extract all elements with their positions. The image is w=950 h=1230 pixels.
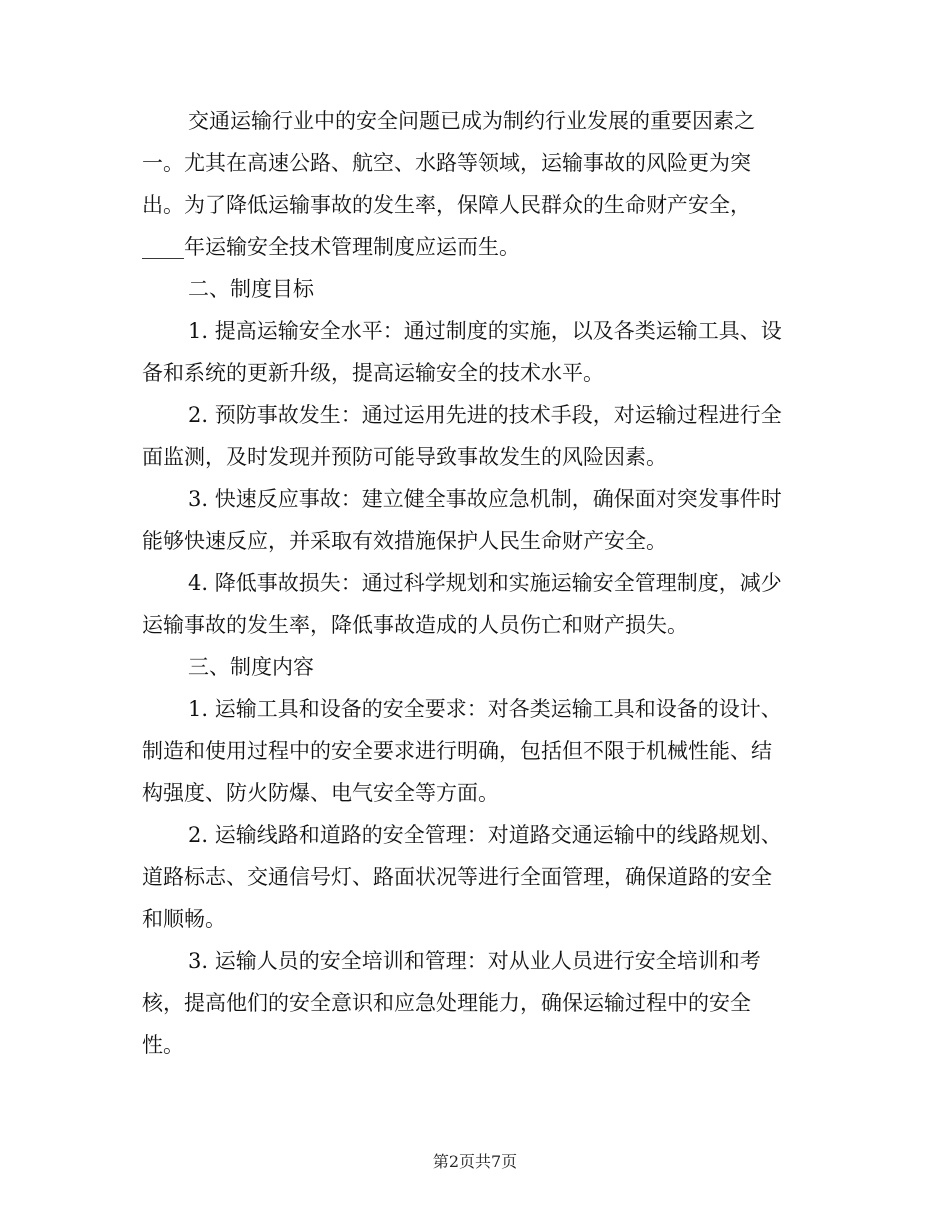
goal-item-2 bbox=[142, 394, 812, 478]
text-line: 1. 运输工具和设备的安全要求：对各类运输工具和设备的设计、 bbox=[188, 697, 782, 721]
text-line: 道路标志、交通信号灯、路面状况等进行全面管理，确保道路的安全 bbox=[142, 865, 772, 889]
text-line: 交通运输行业中的安全问题已成为制约行业发展的重要因素之 bbox=[188, 109, 755, 133]
text-line: 核，提高他们的安全意识和应急处理能力，确保运输过程中的安全 bbox=[142, 991, 751, 1015]
text-line: 性。 bbox=[142, 1033, 184, 1057]
document-body bbox=[142, 100, 812, 1066]
text-line: 能够快速反应，并采取有效措施保护人民生命财产安全。 bbox=[142, 529, 667, 553]
text-line: ____年运输安全技术管理制度应运而生。 bbox=[142, 235, 520, 259]
text-line: 和顺畅。 bbox=[142, 907, 226, 931]
goal-item-3 bbox=[142, 478, 812, 562]
text-line: 1. 提高运输安全水平：通过制度的实施，以及各类运输工具、设 bbox=[188, 319, 782, 343]
page-number-footer: 第2页共7页 bbox=[432, 1152, 518, 1171]
text-line: 3. 快速反应事故：建立健全事故应急机制，确保面对突发事件时 bbox=[188, 487, 782, 511]
text-line: 制造和使用过程中的安全要求进行明确，包括但不限于机械性能、结 bbox=[142, 739, 772, 763]
section-heading-goals bbox=[142, 268, 812, 310]
content-item-1 bbox=[142, 688, 812, 814]
content-item-2 bbox=[142, 814, 812, 940]
text-line: 3. 运输人员的安全培训和管理：对从业人员进行安全培训和考 bbox=[188, 949, 761, 973]
text-line: 2. 预防事故发生：通过运用先进的技术手段，对运输过程进行全 bbox=[188, 403, 782, 427]
text-line: 备和系统的更新升级，提高运输安全的技术水平。 bbox=[142, 361, 604, 385]
section-heading: 三、制度内容 bbox=[188, 655, 314, 679]
text-line: 运输事故的发生率，降低事故造成的人员伤亡和财产损失。 bbox=[142, 613, 688, 637]
text-line: 2. 运输线路和道路的安全管理：对道路交通运输中的线路规划、 bbox=[188, 823, 782, 847]
text-line: 出。为了降低运输事故的发生率，保障人民群众的生命财产安全， bbox=[142, 193, 751, 217]
text-line: 4. 降低事故损失：通过科学规划和实施运输安全管理制度，减少 bbox=[188, 571, 782, 595]
goal-item-1 bbox=[142, 310, 812, 394]
section-heading: 二、制度目标 bbox=[188, 277, 314, 301]
content-item-3 bbox=[142, 940, 812, 1066]
goal-item-4 bbox=[142, 562, 812, 646]
section-heading-content bbox=[142, 646, 812, 688]
paragraph-intro bbox=[142, 100, 812, 268]
text-line: 面监测，及时发现并预防可能导致事故发生的风险因素。 bbox=[142, 445, 667, 469]
text-line: 一。尤其在高速公路、航空、水路等领域，运输事故的风险更为突 bbox=[142, 151, 751, 175]
text-line: 构强度、防火防爆、电气安全等方面。 bbox=[142, 781, 499, 805]
